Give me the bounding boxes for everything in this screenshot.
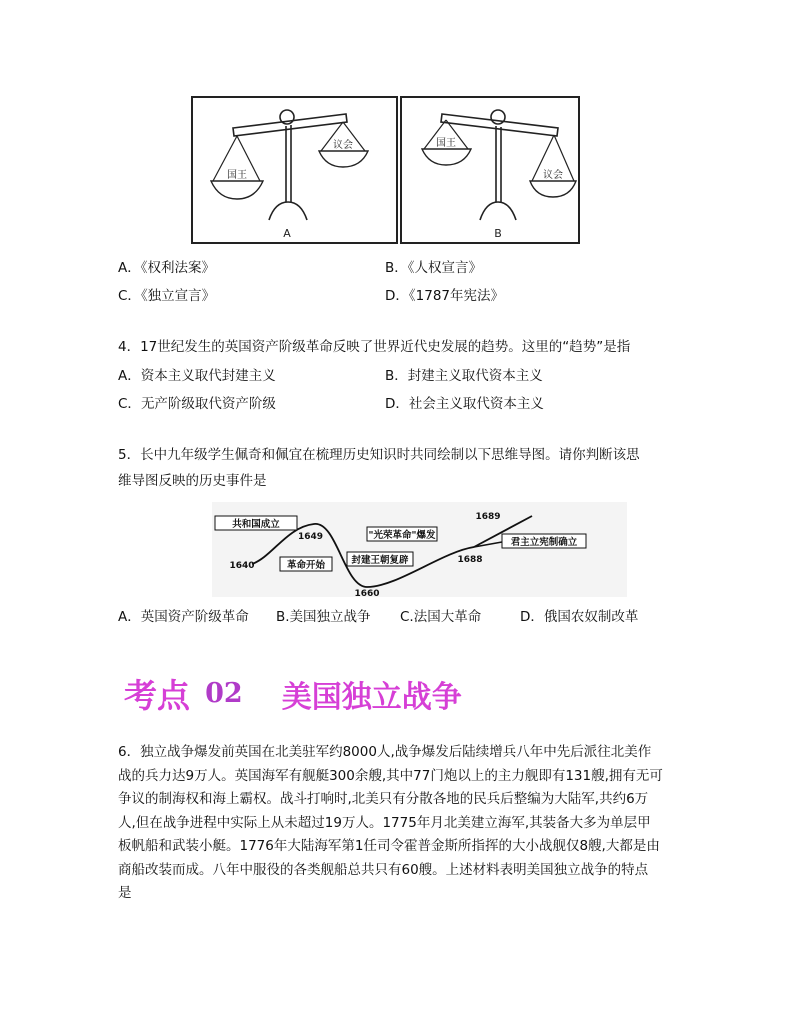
q5-option-a: A．英国资产阶级革命 <box>118 609 249 625</box>
q6-line-2: 战的兵力达9万人。英国海军有舰艇300余艘,其中77门炮以上的主力舰即有131艘,拥有无可 <box>118 767 663 784</box>
scale-a-drawing <box>193 98 396 242</box>
q6-line-3: 争议的制海权和海上霸权。战斗打响时,北美只有分散各地的民兵后整编为大陆军,共约6万 <box>118 791 649 807</box>
q4-stem: 4．17世纪发生的英国资产阶级革命反映了世界近代史发展的趋势。这里的“趋势”是指 <box>118 339 631 355</box>
scale-b-drawing <box>402 98 578 242</box>
q3-option-a: A．《权利法案》 <box>118 260 215 276</box>
q3-option-c: C．《独立宣言》 <box>118 288 216 304</box>
mindmap-label-republic: 共和国成立 <box>232 519 280 530</box>
mindmap-year-1688: 1688 <box>457 555 483 565</box>
q4-option-a: A．资本主义取代封建主义 <box>118 368 276 384</box>
scale-a-low-pan-label: 国王 <box>227 170 247 181</box>
mindmap-figure <box>212 502 627 597</box>
q4-option-c: C．无产阶级取代资产阶级 <box>118 396 276 412</box>
q5-stem-line2: 维导图反映的历史事件是 <box>118 473 267 489</box>
q3-option-b: B．《人权宣言》 <box>385 260 483 276</box>
q5-option-c: C.法国大革命 <box>400 609 482 625</box>
section-label: 考点 <box>124 676 190 715</box>
section-title: 美国独立战争 <box>281 679 462 715</box>
mindmap-year-1660: 1660 <box>354 589 380 597</box>
mindmap-year-1649: 1649 <box>298 532 324 542</box>
mindmap-year-1640: 1640 <box>229 561 255 571</box>
scale-a-caption: A <box>283 227 291 240</box>
q6-line-6: 商船改装而成。八年中服役的各类舰船总共只有60艘。上述材料表明美国独立战争的特点 <box>118 861 649 878</box>
mindmap-label-constitutional: 君主立宪制确立 <box>510 537 578 548</box>
q6-line-7: 是 <box>118 885 132 901</box>
q5-option-d: D．俄国农奴制改革 <box>520 609 639 625</box>
q6-line-5: 板帆船和武装小艇。1776年大陆海军第1任司令霍普金斯所指挥的大小战舰仅8艘,大都是由 <box>118 838 660 854</box>
section-number: 02 <box>205 678 243 709</box>
scale-panel-a <box>191 96 398 244</box>
section-heading <box>124 670 462 720</box>
mindmap-year-1689: 1689 <box>475 512 501 522</box>
q3-option-d: D．《1787年宪法》 <box>385 288 505 304</box>
scale-b-caption: B <box>494 227 502 240</box>
scale-panel-b <box>400 96 580 244</box>
q5-stem-line1: 5．长中九年级学生佩奇和佩宜在梳理历史知识时共同绘制以下思维导图。请你判断该思 <box>118 447 640 463</box>
q5-option-b: B.美国独立战争 <box>276 609 371 625</box>
q4-option-b: B．封建主义取代资本主义 <box>385 368 543 384</box>
q6-line-4: 人,但在战争进程中实际上从未超过19万人。1775年月北美建立海军,其装备大多为单层甲 <box>118 814 651 831</box>
mindmap-label-restoration: 封建王朝复辟 <box>351 555 409 566</box>
mindmap-drawing <box>212 502 627 597</box>
q6-paragraph <box>118 741 678 906</box>
scale-a-high-pan-label: 议会 <box>333 140 353 151</box>
scale-b-low-pan-label: 议会 <box>543 170 563 181</box>
mindmap-label-glorious: "光荣革命"爆发 <box>368 530 436 541</box>
scale-b-high-pan-label: 国王 <box>436 138 456 149</box>
q4-option-d: D．社会主义取代资本主义 <box>385 396 544 412</box>
q6-line-1: 6．独立战争爆发前英国在北美驻军约8000人,战争爆发后陆续增兵八年中先后派往北美作 <box>118 744 652 760</box>
mindmap-label-start: 革命开始 <box>286 560 326 571</box>
